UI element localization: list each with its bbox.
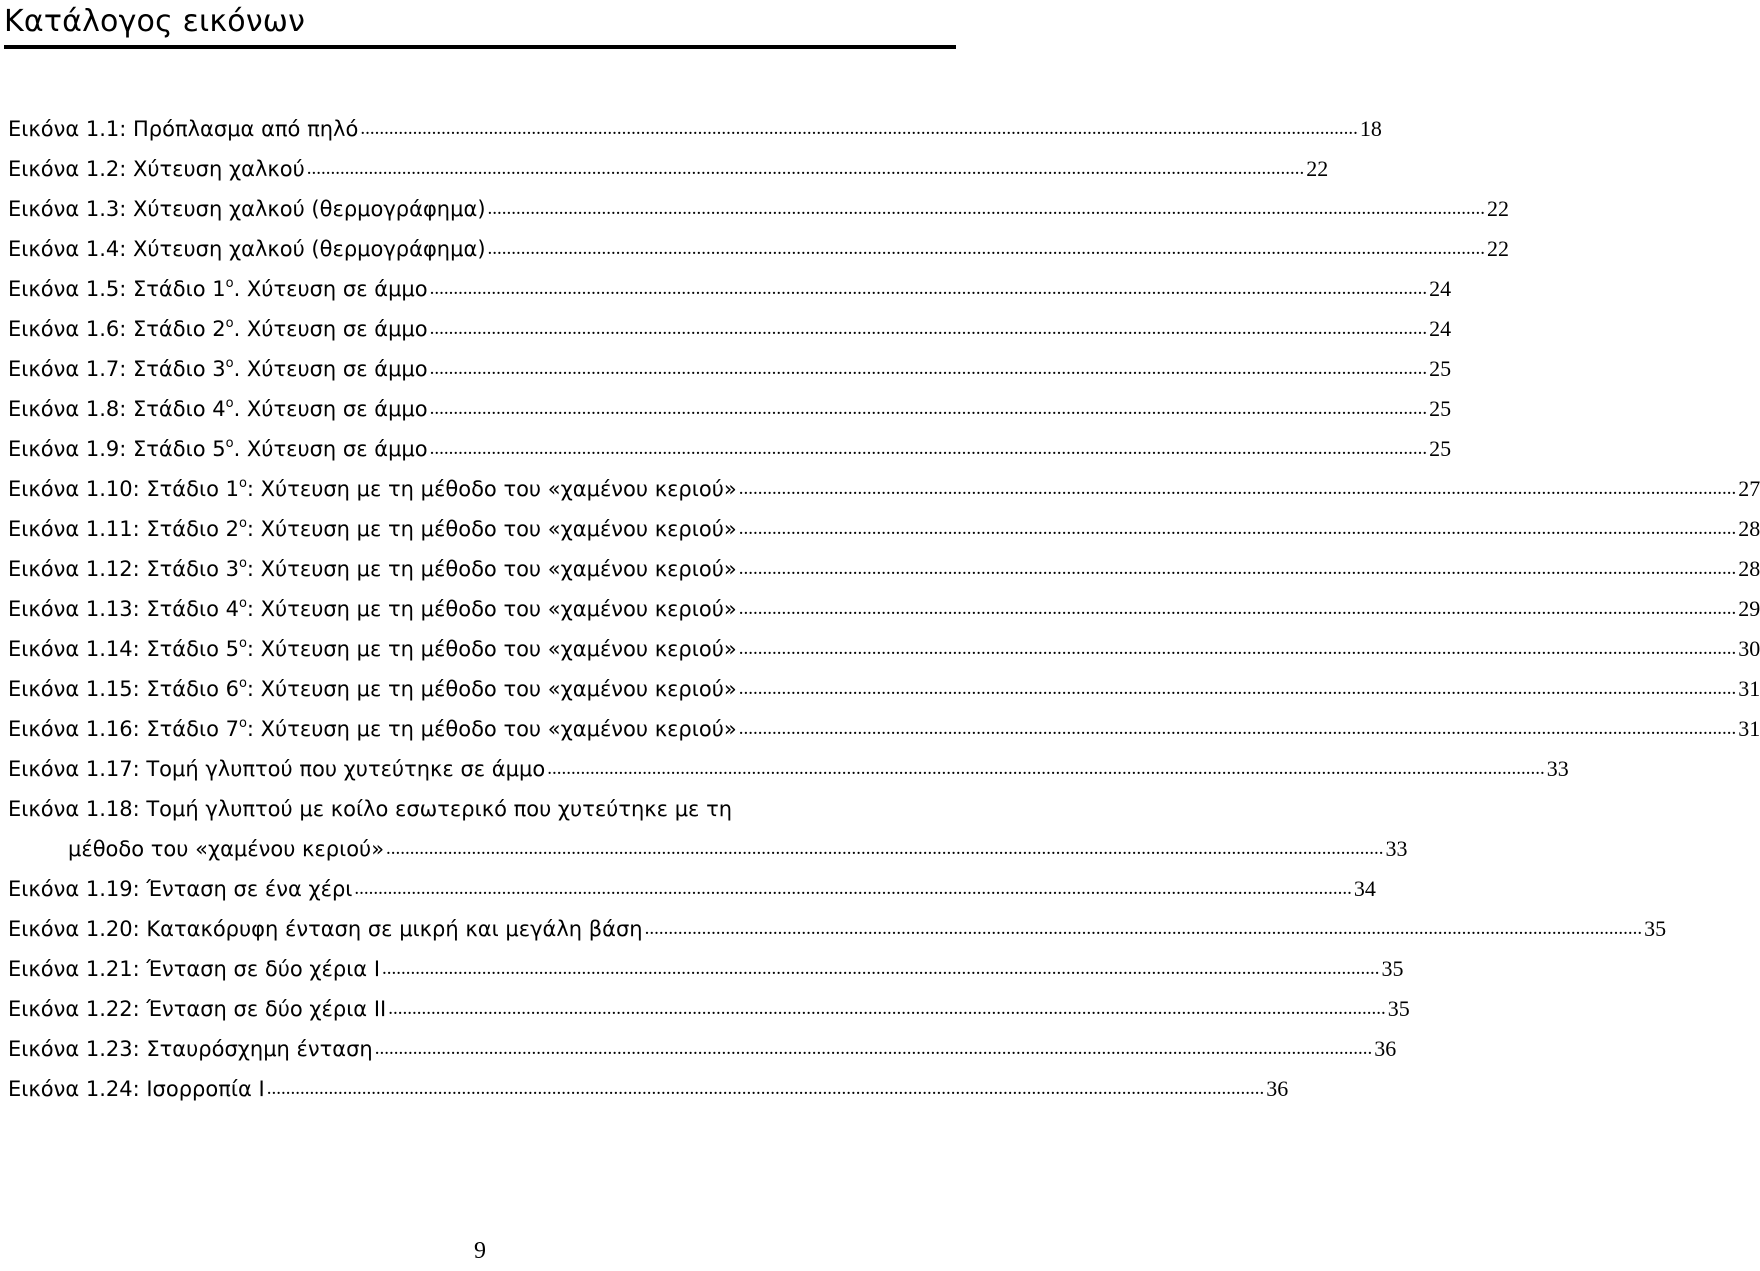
entry-label: Εικόνα 1.15: Στάδιο 6 (8, 677, 239, 701)
entry-label: Εικόνα 1.5: Στάδιο 1 (8, 277, 226, 301)
entry-page-number: 35 (1387, 996, 1410, 1021)
entry-caption (8, 956, 380, 982)
list-item[interactable] (8, 942, 1404, 982)
list-item[interactable] (8, 702, 1760, 742)
dot-leader: .................................................................................................................................................................................................................. (354, 878, 1352, 899)
dot-leader: .................................................................................................................................................................................................................. (382, 958, 1380, 979)
dot-leader: .................................................................................................................................................................................................................. (386, 838, 1384, 859)
ordinal-superscript: ο (238, 476, 247, 491)
ordinal-superscript: ο (238, 516, 247, 531)
dot-leader: .................................................................................................................................................................................................................. (374, 1038, 1373, 1059)
entry-page-number: 25 (1429, 396, 1452, 421)
list-item[interactable] (8, 622, 1760, 662)
entry-caption (8, 436, 428, 462)
ordinal-superscript: ο (225, 276, 234, 291)
ordinal-superscript: ο (238, 716, 247, 731)
list-item[interactable] (8, 542, 1760, 582)
list-item[interactable] (8, 1062, 1289, 1102)
entry-caption (8, 596, 737, 622)
entry-label: Εικόνα 1.1: Πρόπλασμα από πηλό (8, 117, 359, 141)
entry-label: Εικόνα 1.14: Στάδιο 5 (8, 637, 239, 661)
list-item[interactable] (8, 982, 1410, 1022)
list-item[interactable] (8, 462, 1760, 502)
ordinal-superscript: ο (238, 556, 247, 571)
dot-leader: .................................................................................................................................................................................................................. (644, 918, 1643, 939)
entry-label-rest: : Χύτευση με τη μέθοδο του «χαμένου κεριού» (246, 597, 737, 621)
entry-label-rest: . Χύτευση σε άμμο (233, 277, 428, 301)
dot-leader: .................................................................................................................................................................................................................. (266, 1078, 1265, 1099)
list-item-first-line: Εικόνα 1.18: Τομή γλυπτού με κοίλο εσωτερικό που χυτεύτηκε με τη (8, 797, 733, 821)
entry-caption (8, 236, 486, 262)
entry-page-number: 24 (1429, 276, 1452, 301)
entry-caption (8, 116, 358, 142)
entry-label: Εικόνα 1.9: Στάδιο 5 (8, 437, 226, 461)
entry-page-number: 31 (1738, 676, 1760, 701)
entry-page-number: 35 (1644, 916, 1667, 941)
entry-label: Εικόνα 1.16: Στάδιο 7 (8, 717, 239, 741)
entry-label: Εικόνα 1.11: Στάδιο 2 (8, 517, 239, 541)
entry-label: Εικόνα 1.17: Τομή γλυπτού που χυτεύτηκε σε άμμο (8, 757, 546, 781)
dot-leader: .................................................................................................................................................................................................................. (738, 558, 1737, 579)
entry-label: Εικόνα 1.22: Ένταση σε δύο χέρια ΙΙ (8, 997, 387, 1021)
list-item[interactable] (8, 102, 1382, 142)
entry-label: Εικόνα 1.10: Στάδιο 1 (8, 477, 239, 501)
list-item[interactable] (8, 1022, 1397, 1062)
dot-leader: .................................................................................................................................................................................................................. (429, 438, 1428, 459)
entry-caption (8, 156, 305, 182)
list-item[interactable] (8, 662, 1760, 702)
entry-caption (8, 276, 428, 302)
entry-page-number: 28 (1738, 516, 1760, 541)
entry-label-rest: : Χύτευση με τη μέθοδο του «χαμένου κεριού» (246, 677, 737, 701)
entry-caption (8, 556, 737, 582)
entry-caption (8, 636, 737, 662)
entry-page-number: 18 (1359, 116, 1382, 141)
entry-caption (8, 876, 352, 902)
dot-leader: .................................................................................................................................................................................................................. (429, 318, 1428, 339)
entry-caption (8, 996, 386, 1022)
list-item[interactable] (8, 502, 1760, 542)
dot-leader: .................................................................................................................................................................................................................. (487, 238, 1486, 259)
entry-caption (8, 316, 428, 342)
entry-page-number: 28 (1738, 556, 1760, 581)
dot-leader: .................................................................................................................................................................................................................. (487, 198, 1486, 219)
entry-page-number: 35 (1381, 956, 1404, 981)
dot-leader: .................................................................................................................................................................................................................. (738, 518, 1737, 539)
entry-caption (8, 396, 428, 422)
entry-label-rest: . Χύτευση σε άμμο (233, 437, 428, 461)
entry-page-number: 30 (1738, 636, 1760, 661)
list-item[interactable] (8, 862, 1376, 902)
entry-label: Εικόνα 1.8: Στάδιο 4 (8, 397, 226, 421)
entry-caption (8, 1036, 373, 1062)
entry-label: Εικόνα 1.2: Χύτευση χαλκού (8, 157, 305, 181)
ordinal-superscript: ο (238, 596, 247, 611)
entry-label-rest: : Χύτευση με τη μέθοδο του «χαμένου κεριού» (246, 477, 737, 501)
dot-leader: .................................................................................................................................................................................................................. (429, 398, 1428, 419)
page-title: Κατάλογος εικόνων (4, 4, 306, 39)
entry-label: Εικόνα 1.7: Στάδιο 3 (8, 357, 226, 381)
entry-label-rest: : Χύτευση με τη μέθοδο του «χαμένου κεριού» (246, 717, 737, 741)
entry-page-number: 33 (1546, 756, 1569, 781)
entry-page-number: 36 (1266, 1076, 1289, 1101)
dot-leader: .................................................................................................................................................................................................................. (738, 638, 1737, 659)
entry-page-number: 22 (1487, 236, 1510, 261)
entry-label: Εικόνα 1.21: Ένταση σε δύο χέρια Ι (8, 957, 381, 981)
entry-page-number: 24 (1429, 316, 1452, 341)
entry-page-number: 27 (1738, 476, 1760, 501)
list-item[interactable] (8, 902, 1667, 942)
entry-page-number: 29 (1738, 596, 1760, 621)
list-item[interactable] (8, 222, 1510, 262)
entry-label: Εικόνα 1.20: Κατακόρυφη ένταση σε μικρή και μεγάλη βάση (8, 917, 643, 941)
entry-label-rest: : Χύτευση με τη μέθοδο του «χαμένου κεριού» (246, 637, 737, 661)
entry-label-rest: . Χύτευση σε άμμο (233, 317, 428, 341)
dot-leader: .................................................................................................................................................................................................................. (738, 678, 1737, 699)
entry-label-rest: : Χύτευση με τη μέθοδο του «χαμένου κεριού» (246, 557, 737, 581)
list-item[interactable] (8, 582, 1760, 622)
ordinal-superscript: ο (225, 396, 234, 411)
entry-label: Εικόνα 1.23: Σταυρόσχημη ένταση (8, 1037, 373, 1061)
dot-leader: .................................................................................................................................................................................................................. (738, 718, 1737, 739)
ordinal-superscript: ο (225, 356, 234, 371)
entry-label: Εικόνα 1.4: Χύτευση χαλκού (θερμογράφημα) (8, 237, 486, 261)
entry-page-number: 33 (1385, 836, 1408, 861)
list-item[interactable] (8, 302, 1452, 342)
entry-label: μέθοδο του «χαμένου κεριού» (68, 837, 385, 861)
ordinal-superscript: ο (225, 436, 234, 451)
entry-page-number: 22 (1487, 196, 1510, 221)
entry-label-rest: . Χύτευση σε άμμο (233, 357, 428, 381)
entry-label-rest: . Χύτευση σε άμμο (233, 397, 428, 421)
entry-label: Εικόνα 1.24: Ισορροπία Ι (8, 1077, 265, 1101)
entry-label: Εικόνα 1.12: Στάδιο 3 (8, 557, 239, 581)
dot-leader: .................................................................................................................................................................................................................. (738, 478, 1737, 499)
list-item[interactable] (8, 182, 1510, 222)
entry-page-number: 34 (1353, 876, 1376, 901)
entry-caption (8, 516, 737, 542)
entry-caption (8, 676, 737, 702)
list-item[interactable] (8, 142, 1329, 182)
entry-label: Εικόνα 1.6: Στάδιο 2 (8, 317, 226, 341)
dot-leader: .................................................................................................................................................................................................................. (429, 278, 1428, 299)
entry-page-number: 36 (1374, 1036, 1397, 1061)
entry-label: Εικόνα 1.3: Χύτευση χαλκού (θερμογράφημα) (8, 197, 486, 221)
list-item[interactable] (8, 342, 1452, 382)
entry-label: Εικόνα 1.13: Στάδιο 4 (8, 597, 239, 621)
entry-label-rest: : Χύτευση με τη μέθοδο του «χαμένου κεριού» (246, 517, 737, 541)
list-item[interactable] (8, 422, 1452, 462)
dot-leader: .................................................................................................................................................................................................................. (388, 998, 1386, 1019)
entry-caption (8, 1076, 265, 1102)
dot-leader: .................................................................................................................................................................................................................. (306, 158, 1305, 179)
entry-page-number: 25 (1429, 356, 1452, 381)
ordinal-superscript: ο (238, 676, 247, 691)
dot-leader: .................................................................................................................................................................................................................. (429, 358, 1428, 379)
dot-leader: .................................................................................................................................................................................................................. (547, 758, 1545, 779)
entry-caption (8, 196, 486, 222)
dot-leader: .................................................................................................................................................................................................................. (360, 118, 1358, 139)
entry-caption (8, 476, 737, 502)
list-item[interactable] (8, 742, 1569, 782)
list-item[interactable] (8, 382, 1452, 422)
dot-leader: .................................................................................................................................................................................................................. (738, 598, 1737, 619)
entry-caption (8, 756, 545, 782)
entry-caption (8, 356, 428, 382)
entry-caption (8, 716, 737, 742)
entry-page-number: 25 (1429, 436, 1452, 461)
list-item[interactable] (8, 822, 1408, 862)
entry-page-number: 31 (1738, 716, 1760, 741)
list-item[interactable] (8, 262, 1452, 302)
entry-caption (8, 916, 643, 942)
entry-label: Εικόνα 1.19: Ένταση σε ένα χέρι (8, 877, 353, 901)
ordinal-superscript: ο (238, 636, 247, 651)
ordinal-superscript: ο (225, 316, 234, 331)
entry-caption (8, 836, 384, 862)
title-underline (4, 45, 956, 49)
page-number: 9 (474, 1238, 486, 1264)
entry-page-number: 22 (1306, 156, 1329, 181)
